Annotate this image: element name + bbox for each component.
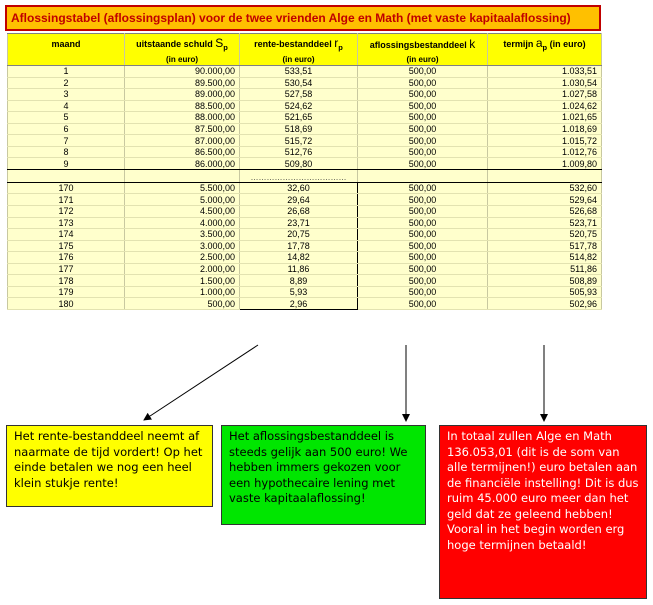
cell-aflossing: 500,00: [358, 100, 488, 112]
note-totaal: In totaal zullen Alge en Math 136.053,01 (dit is de som van alle termijnen!) euro betalen aan de financiële instelling! Dit is dus ruim 45.000 euro meer dan het geld dat ze geleend hebben! Vooral in het begin worden erg hoge termijnen betaald!: [439, 425, 647, 599]
cell-schuld: 4.500,00: [125, 206, 240, 218]
cell-schuld: 89.500,00: [125, 77, 240, 89]
cell-rente: 8,89: [240, 275, 358, 287]
cell-schuld: 2.500,00: [125, 252, 240, 264]
cell-maand: 6: [8, 123, 125, 135]
unit-maand: [8, 54, 125, 66]
cell-termijn: 514,82: [488, 252, 602, 264]
gap-cell: [125, 169, 240, 182]
cell-rente: 527,58: [240, 89, 358, 101]
cell-aflossing: 500,00: [358, 66, 488, 78]
cell-maand: 179: [8, 286, 125, 298]
header-aflossingsbestanddeel: aflossingsbestanddeel k: [358, 34, 488, 55]
cell-schuld: 4.000,00: [125, 217, 240, 229]
cell-schuld: 90.000,00: [125, 66, 240, 78]
cell-aflossing: 500,00: [358, 252, 488, 264]
unit-rente: (in euro): [240, 54, 358, 66]
cell-rente: 509,80: [240, 158, 358, 170]
cell-maand: 171: [8, 194, 125, 206]
unit-termijn: [488, 54, 602, 66]
cell-maand: 170: [8, 182, 125, 194]
unit-schuld: (in euro): [125, 54, 240, 66]
gap-cell: [358, 169, 488, 182]
cell-maand: 7: [8, 135, 125, 147]
cell-maand: 2: [8, 77, 125, 89]
cell-aflossing: 500,00: [358, 89, 488, 101]
header-rente-bestanddeel: rente-bestanddeel $r_p$: [240, 34, 358, 55]
cell-aflossing: 500,00: [358, 217, 488, 229]
cell-rente: 518,69: [240, 123, 358, 135]
cell-maand: 176: [8, 252, 125, 264]
table-row: [8, 252, 602, 264]
cell-termijn: 1.021,65: [488, 112, 602, 124]
table-row: [8, 229, 602, 241]
table-row: [8, 135, 602, 147]
cell-schuld: 88.000,00: [125, 112, 240, 124]
cell-aflossing: 500,00: [358, 135, 488, 147]
note-aflossing: Het aflossingsbestanddeel is steeds gelijk aan 500 euro! We hebben immers gekozen voor een hypothecaire lening met vaste kapitaalaflossing!: [221, 425, 426, 525]
cell-termijn: 1.027,58: [488, 89, 602, 101]
cell-termijn: 529,64: [488, 194, 602, 206]
cell-rente: 2,96: [240, 298, 358, 310]
cell-termijn: 508,89: [488, 275, 602, 287]
table-row: [8, 263, 602, 275]
cell-aflossing: 500,00: [358, 158, 488, 170]
header-row: [8, 34, 602, 55]
cell-termijn: 1.015,72: [488, 135, 602, 147]
cell-schuld: 86.000,00: [125, 158, 240, 170]
cell-rente: 524,62: [240, 100, 358, 112]
header-termijn: termijn $a_p$ (in euro): [488, 34, 602, 55]
cell-termijn: 505,93: [488, 286, 602, 298]
table-row: [8, 112, 602, 124]
cell-termijn: 523,71: [488, 217, 602, 229]
cell-maand: 180: [8, 298, 125, 310]
table-body: [8, 66, 602, 310]
cell-schuld: 86.500,00: [125, 146, 240, 158]
cell-schuld: 87.500,00: [125, 123, 240, 135]
cell-termijn: 532,60: [488, 182, 602, 194]
gap-cell: [488, 169, 602, 182]
table-row: [8, 182, 602, 194]
cell-rente: 515,72: [240, 135, 358, 147]
cell-termijn: 1.009,80: [488, 158, 602, 170]
cell-rente: 512,76: [240, 146, 358, 158]
table-row: [8, 217, 602, 229]
cell-aflossing: 500,00: [358, 298, 488, 310]
table-row: [8, 275, 602, 287]
cell-schuld: 500,00: [125, 298, 240, 310]
cell-termijn: 1.033,51: [488, 66, 602, 78]
cell-aflossing: 500,00: [358, 263, 488, 275]
table-row: [8, 240, 602, 252]
cell-aflossing: 500,00: [358, 194, 488, 206]
cell-rente: 533,51: [240, 66, 358, 78]
cell-schuld: 89.000,00: [125, 89, 240, 101]
unit-aflossing: (in euro): [358, 54, 488, 66]
header-uitstaande-schuld: uitstaande schuld $S_p$: [125, 34, 240, 55]
table-row: [8, 123, 602, 135]
cell-rente: 11,86: [240, 263, 358, 275]
cell-maand: 173: [8, 217, 125, 229]
cell-aflossing: 500,00: [358, 229, 488, 241]
cell-schuld: 5.000,00: [125, 194, 240, 206]
cell-maand: 178: [8, 275, 125, 287]
cell-schuld: 2.000,00: [125, 263, 240, 275]
cell-termijn: 502,96: [488, 298, 602, 310]
cell-rente: 20,75: [240, 229, 358, 241]
cell-rente: 32,60: [240, 182, 358, 194]
cell-rente: 14,82: [240, 252, 358, 264]
cell-aflossing: 500,00: [358, 77, 488, 89]
cell-maand: 175: [8, 240, 125, 252]
cell-maand: 4: [8, 100, 125, 112]
table-title: Aflossingstabel (aflossingsplan) voor de twee vrienden Alge en Math (met vaste kapitaalaflossing): [5, 5, 601, 31]
cell-aflossing: 500,00: [358, 206, 488, 218]
cell-rente: 5,93: [240, 286, 358, 298]
cell-termijn: 511,86: [488, 263, 602, 275]
cell-maand: 177: [8, 263, 125, 275]
cell-schuld: 3.000,00: [125, 240, 240, 252]
cell-termijn: 1.024,62: [488, 100, 602, 112]
table-row: [8, 194, 602, 206]
table-row: [8, 66, 602, 78]
ellipsis-dots: ………………………………: [240, 169, 358, 182]
cell-rente: 17,78: [240, 240, 358, 252]
cell-maand: 9: [8, 158, 125, 170]
table-row: [8, 77, 602, 89]
cell-schuld: 3.500,00: [125, 229, 240, 241]
amortization-table: [7, 33, 602, 310]
cell-aflossing: 500,00: [358, 275, 488, 287]
table-row: [8, 298, 602, 310]
cell-schuld: 87.000,00: [125, 135, 240, 147]
table-row: [8, 146, 602, 158]
header-maand: maand: [8, 34, 125, 55]
unit-row: [8, 54, 602, 66]
cell-schuld: 5.500,00: [125, 182, 240, 194]
gap-cell: [8, 169, 125, 182]
cell-rente: 29,64: [240, 194, 358, 206]
cell-aflossing: 500,00: [358, 286, 488, 298]
cell-aflossing: 500,00: [358, 112, 488, 124]
cell-termijn: 520,75: [488, 229, 602, 241]
cell-maand: 1: [8, 66, 125, 78]
cell-maand: 3: [8, 89, 125, 101]
cell-termijn: 517,78: [488, 240, 602, 252]
cell-termijn: 1.012,76: [488, 146, 602, 158]
table-row: [8, 100, 602, 112]
cell-schuld: 1.000,00: [125, 286, 240, 298]
cell-maand: 174: [8, 229, 125, 241]
cell-termijn: 1.018,69: [488, 123, 602, 135]
cell-aflossing: 500,00: [358, 240, 488, 252]
table-row: [8, 158, 602, 170]
cell-rente: 23,71: [240, 217, 358, 229]
table-row: [8, 89, 602, 101]
cell-maand: 8: [8, 146, 125, 158]
cell-schuld: 88.500,00: [125, 100, 240, 112]
cell-schuld: 1.500,00: [125, 275, 240, 287]
cell-rente: 26,68: [240, 206, 358, 218]
ellipsis-row: [8, 169, 602, 182]
cell-aflossing: 500,00: [358, 123, 488, 135]
cell-maand: 5: [8, 112, 125, 124]
cell-aflossing: 500,00: [358, 182, 488, 194]
cell-aflossing: 500,00: [358, 146, 488, 158]
cell-termijn: 526,68: [488, 206, 602, 218]
cell-maand: 172: [8, 206, 125, 218]
cell-termijn: 1.030,54: [488, 77, 602, 89]
table-row: [8, 286, 602, 298]
table-row: [8, 206, 602, 218]
cell-rente: 530,54: [240, 77, 358, 89]
note-rente: Het rente-bestanddeel neemt af naarmate de tijd vordert! Op het einde betalen we nog een heel klein stukje rente!: [6, 425, 213, 507]
arrow-rente: [144, 345, 258, 420]
cell-rente: 521,65: [240, 112, 358, 124]
